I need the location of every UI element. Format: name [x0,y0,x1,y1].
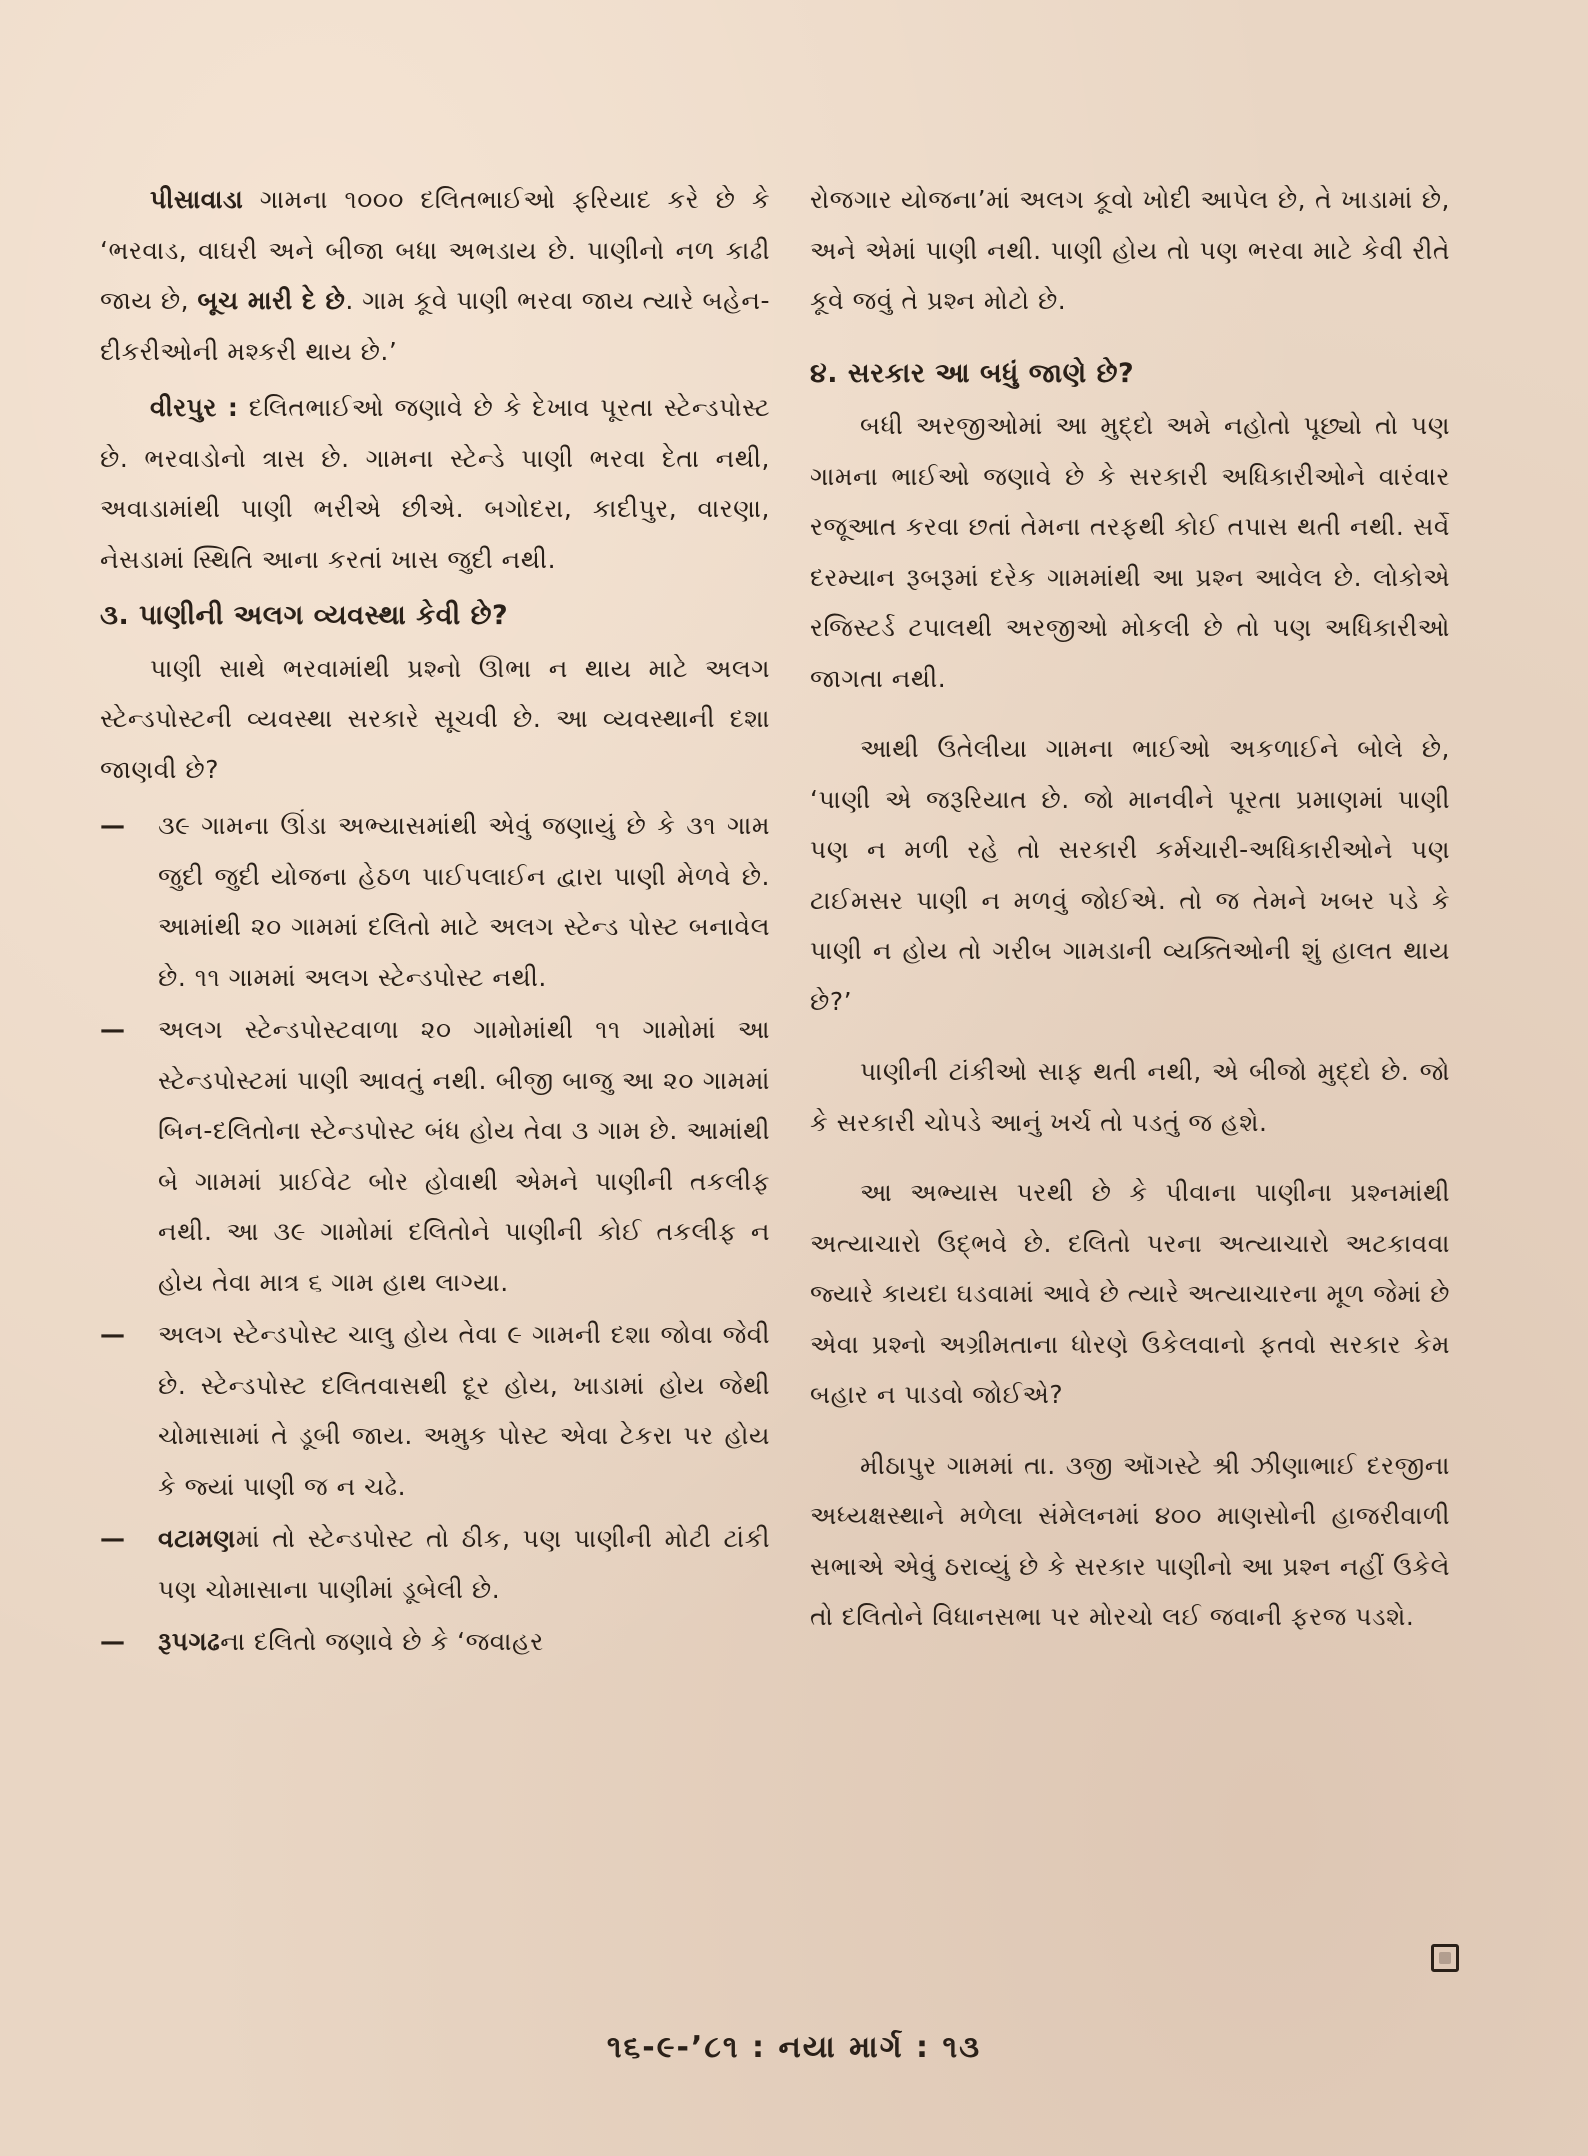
list-item-text: ૩૯ ગામના ઊંડા અભ્યાસમાંથી એવું જણાયું છે કે ૩૧ ગામ જુદી જુદી યોજના હેઠળ પાઈપલાઈન દ્વારા પાણી મેળવે છે. આમાંથી ૨૦ ગામમાં દલિતો માટે અલગ સ્ટેન્ડ પોસ્ટ બનાવેલ છે. ૧૧ ગામમાં અલગ સ્ટેન્ડપોસ્ટ નથી. [158,811,770,992]
list-item [100,1617,770,1668]
list-item-text: અલગ સ્ટેન્ડપોસ્ટ ચાલુ હોય તેવા ૯ ગામની દશા જોવા જેવી છે. સ્ટેન્ડપોસ્ટ દલિતવાસથી દૂર હોય, ખાડામાં હોય જેથી ચોમાસામાં તે ડૂબી જાય. અમુક પોસ્ટ એવા ટેકરા પર હોય કે જ્યાં પાણી જ ન ચઢે. [158,1320,770,1501]
list-item [100,1310,770,1512]
list-item [100,1514,770,1615]
paragraph-pisawada [100,175,770,377]
place-name: વીરપુર : [150,393,239,422]
paragraph-text: ગામના ૧૦૦૦ દલિતભાઈઓ ફરિયાદ કરે છે કે ‘ભરવાડ, વાઘરી અને બીજા બધા અભડાય છે. પાણીનો નળ કાઢી જાય છે, [100,185,770,315]
dash-marker: — [100,1524,126,1553]
place-name: રૂપગઢ [158,1627,221,1656]
paragraph-virpur [100,383,770,585]
list-item [100,1005,770,1308]
list-item [100,801,770,1003]
right-column [810,175,1450,1649]
section-heading-3: ૩. પાણીની અલગ વ્યવસ્થા કેવી છે? [100,600,509,631]
paragraph-text: ના દલિતો જણાવે છે કે ‘જવાહર [220,1627,544,1656]
dash-marker: — [100,1015,126,1044]
paragraph-text: . ગામ કૂવે પાણી ભરવા જાય ત્યારે બહેન-દીકરીઓની મશ્કરી થાય છે.’ [100,286,770,366]
page-footer: ૧૬-૯-’૮૧ : નયા માર્ગ : ૧૩ [606,2030,982,2065]
list-item-text [158,1514,770,1615]
list-item-text: અલગ સ્ટેન્ડપોસ્ટવાળા ૨૦ ગામોમાંથી ૧૧ ગામોમાં આ સ્ટેન્ડપોસ્ટમાં પાણી આવતું નથી. બીજી બાજુ આ ૨૦ ગામમાં બિન-દલિતોના સ્ટેન્ડપોસ્ટ બંધ હોય તેવા ૩ ગામ છે. આમાંથી બે ગામમાં પ્રાઈવેટ બોર હોવાથી એમને પાણીની તકલીફ નથી. આ ૩૯ ગામોમાં દલિતોને પાણીની કોઈ તકલીફ ન હોય તેવા માત્ર ૬ ગામ હાથ લાગ્યા. [158,1015,770,1297]
paragraph-continued: રોજગાર યોજના’માં અલગ કૂવો ખોદી આપેલ છે, તે ખાડામાં છે, અને એમાં પાણી નથી. પાણી હોય તો પણ ભરવા માટે કેવી રીતે કૂવે જવું તે પ્રશ્ન મોટો છે. [810,185,1450,315]
section-heading-4: ૪. સરકાર આ બધું જાણે છે? [810,357,1135,389]
left-column [100,175,770,1670]
list-item-text [158,1617,770,1668]
paragraph-section-3-intro: પાણી સાથે ભરવામાંથી પ્રશ્નો ઊભા ન થાય માટે અલગ સ્ટેન્ડપોસ્ટની વ્યવસ્થા સરકારે સૂચવી છે. આ વ્યવસ્થાની દશા જાણવી છે? [100,653,770,784]
place-name: વટામણ [158,1524,236,1553]
paragraph-text: માં તો સ્ટેન્ડપોસ્ટ તો ઠીક, પણ પાણીની મોટી ટાંકી પણ ચોમાસાના પાણીમાં ડૂબેલી છે. [158,1524,770,1604]
dash-marker: — [100,1320,126,1349]
paragraph-mithapur: મીઠાપુર ગામમાં તા. ૩જી ઑગસ્ટે શ્રી ઝીણાભાઈ દરજીના અધ્યક્ષસ્થાને મળેલા સંમેલનમાં ૪૦૦ માણસોની હાજરીવાળી સભાએ એવું ઠરાવ્યું છે કે સરકાર પાણીનો આ પ્રશ્ન નહીં ઉકેલે તો દલિતોને વિધાનસભા પર મોરચો લઈ જવાની ફરજ પડશે. [810,1450,1450,1631]
end-of-article-icon [1431,1944,1459,1972]
paragraph-utelia: આથી ઉતેલીયા ગામના ભાઈઓ અકળાઈને બોલે છે, ‘પાણી એ જરૂરિયાત છે. જો માનવીને પૂરતા પ્રમાણમાં પાણી પણ ન મળી રહે તો સરકારી કર્મચારી-અધિકારીઓને પણ ટાઈમસર પાણી ન મળવું જોઈએ. તો જ તેમને ખબર પડે કે પાણી ન હોય તો ગરીબ ગામડાની વ્યક્તિઓની શું હાલત થાય છે?’ [810,734,1450,1016]
paragraph-applications: બધી અરજીઓમાં આ મુદ્દો અમે નહોતો પૂછ્યો તો પણ ગામના ભાઈઓ જણાવે છે કે સરકારી અધિકારીઓને વારંવાર રજૂઆત કરવા છતાં તેમના તરફથી કોઈ તપાસ થતી નથી. સર્વે દરમ્યાન રૂબરૂમાં દરેક ગામમાંથી આ પ્રશ્ન આવેલ છે. લોકોએ રજિસ્ટર્ડ ટપાલથી અરજીઓ મોકલી છે તો પણ અધિકારીઓ જાગતા નથી. [810,411,1450,693]
dash-marker: — [100,1627,126,1656]
place-name: પીસાવાડા [150,185,244,214]
dash-marker: — [100,811,126,840]
emphasis-text: બૂચ મારી દે છે [197,286,346,315]
paragraph-study-conclusion: આ અભ્યાસ પરથી છે કે પીવાના પાણીના પ્રશ્નમાંથી અત્યાચારો ઉદ્ભવે છે. દલિતો પરના અત્યાચારો અટકાવવા જ્યારે કાયદા ઘડવામાં આવે છે ત્યારે અત્યાચારના મૂળ જેમાં છે એવા પ્રશ્નો અગ્રીમતાના ધોરણે ઉકેલવાનો ફતવો સરકાર કેમ બહાર ન પાડવો જોઈએ? [810,1178,1450,1409]
paragraph-text: દલિતભાઈઓ જણાવે છે કે દેખાવ પૂરતા સ્ટેન્ડપોસ્ટ છે. ભરવાડોનો ત્રાસ છે. ગામના સ્ટેન્ડે પાણી ભરવા દેતા નથી, અવાડામાંથી પાણી ભરીએ છીએ. બગોદરા, કાદીપુર, વારણા, નેસડામાં સ્થિતિ આના કરતાં ખાસ જુદી નથી. [100,393,770,574]
paragraph-water-tanks: પાણીની ટાંકીઓ સાફ થતી નથી, એ બીજો મુદ્દો છે. જો કે સરકારી ચોપડે આનું ખર્ચ તો પડતું જ હશે. [810,1057,1450,1137]
